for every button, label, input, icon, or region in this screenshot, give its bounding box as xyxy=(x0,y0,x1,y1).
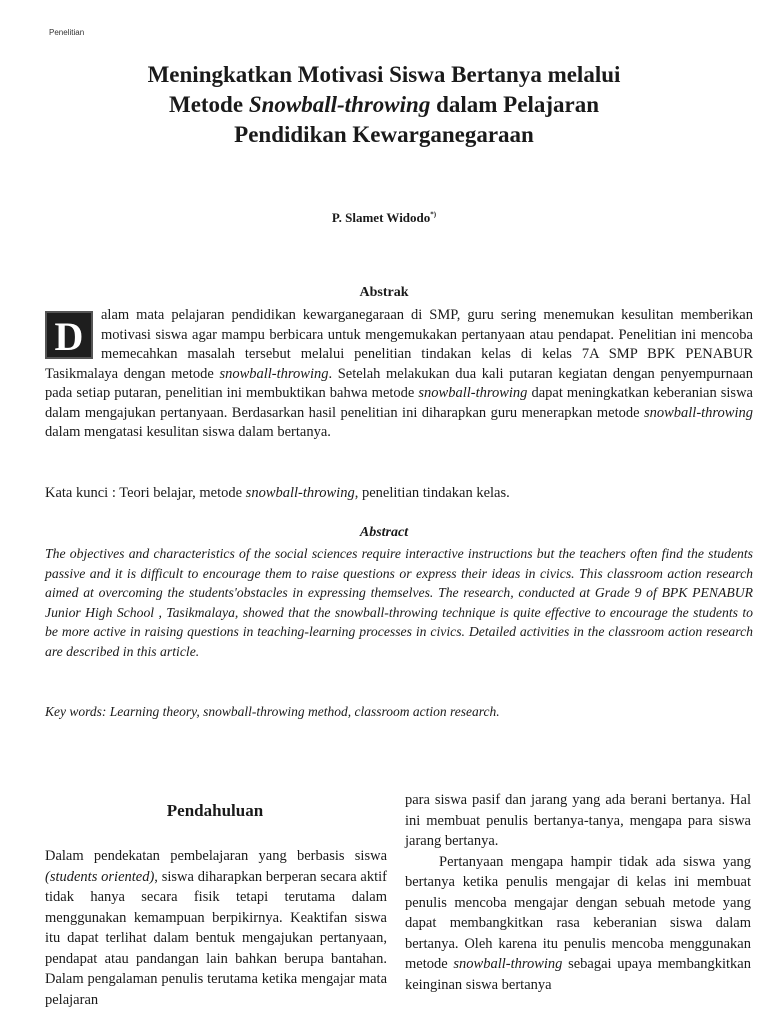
title-line-2 xyxy=(60,90,708,120)
pendahuluan-heading: Pendahuluan xyxy=(166,801,264,820)
abstrak-body xyxy=(45,306,753,443)
right-paragraph-1: para siswa pasif dan jarang yang ada berani bertanya. Hal ini membuat penulis bertanya-tanya, mengapa para siswa jarang bertanya. xyxy=(405,792,751,849)
abstrak-text-1: alam mata pelajaran pendidikan kewarganegaraan di SMP, guru sering menemukan kesulitan memberikan motivasi siswa agar mampu berbicara untuk mengemukakan pertanyaan atau pendapat. Penelitian ini mencoba memecahkan masalah tersebut melalui penelitian tindakan kelas di kelas 7A SMP BPK PENABUR Tasikmalaya dengan metode xyxy=(45,307,753,382)
right-p2-italic: snowball-throwing xyxy=(453,956,563,972)
abstrak-heading: Abstrak xyxy=(359,285,409,300)
pendahuluan-right-column xyxy=(405,790,751,995)
abstract-heading: Abstract xyxy=(359,525,409,540)
abstrak-text-2: . Setelah melakukan dua kali putaran kegiatan dengan penyempurnaan pada setiap putaran, penelitian ini membuktikan bahwa metode xyxy=(45,365,753,401)
abstrak-text-4: dalam mengatasi kesulitan siswa dalam bertanya. xyxy=(45,424,331,440)
title-line-1: Meningkatkan Motivasi Siswa Bertanya melalui xyxy=(147,62,621,87)
drop-cap: D xyxy=(45,311,93,359)
abstrak-italic-3: snowball-throwing xyxy=(643,404,753,421)
author-footnote-mark: *) xyxy=(430,210,437,219)
keywords: Key words: Learning theory, snowball-throwing method, classroom action research. xyxy=(45,704,500,719)
title-line-2-post: dalam Pelajaran xyxy=(430,92,599,117)
pendahuluan-left-column xyxy=(45,846,387,1010)
kata-kunci-italic: snowball-throwing xyxy=(245,485,355,501)
abstract-body: The objectives and characteristics of the social sciences require interactive instructions but the teachers often find the students passive and it is difficult to encourage them to raise questions or express their ideas in civics. This classroom action research aimed at overcoming the students'obstacles in expressing themselves. The research, conducted at Grade 9 of BPK PENABUR Junior High School , Tasikmalaya, showed that the snowball-throwing technique is quite effective to encourage the students to be more active in raising questions in teaching-learning processes in civics. Detailed activities in the classroom action research are described in this article. xyxy=(45,546,753,659)
author-line xyxy=(0,210,768,226)
author-name: P. Slamet Widodo xyxy=(331,210,431,225)
running-head: Penelitian xyxy=(49,28,85,37)
left-text-post: , siswa diharapkan berperan secara aktif tidak hanya secara fisik tetapi terutama dalam menggunakan kemampuan berpikirnya. Keaktifan siswa itu dapat terlihat dalam bentuk mengajukan pertanyaan, pendapat atau pandangan lain bahkan berupa bantahan. Dalam pengalaman penulis terutama ketika mengajar mata pelajaran xyxy=(45,868,387,1008)
title-line-3: Pendidikan Kewarganegaraan xyxy=(234,122,534,147)
abstrak-text-3: dapat meningkatkan keberanian siswa dalam mengajukan pertanyaan. Berdasarkan hasil penelitian ini diharapkan guru menerapkan metode xyxy=(45,385,753,421)
right-p2-post: sebagai upaya membangkitkan keinginan siswa bertanya xyxy=(405,956,751,993)
abstrak-italic-2: snowball-throwing xyxy=(418,385,528,401)
abstrak-italic-1: snowball-throwing xyxy=(219,365,329,382)
kata-kunci-post: , penelitian tindakan kelas. xyxy=(354,485,510,501)
kata-kunci xyxy=(45,485,510,502)
kata-kunci-pre: Kata kunci : Teori belajar, metode xyxy=(45,485,246,501)
left-text-italic: (students oriented) xyxy=(45,868,155,885)
title-line-2-italic: Snowball-throwing xyxy=(248,92,431,117)
title-line-2-pre: Metode xyxy=(168,92,249,117)
article-title xyxy=(60,60,708,150)
right-paragraph-2 xyxy=(405,852,751,996)
left-text-pre: Dalam pendekatan pembelajaran yang berbasis siswa xyxy=(45,848,387,864)
right-p2-pre: Pertanyaan mengapa hampir tidak ada siswa yang bertanya ketika penulis mengajar di kelas ini membuat penulis mencoba mengajar dengan sebuah metode yang dapat membangkitkan rasa keberanian siswa dalam bertanya. Oleh karena itu penulis mencoba menggunakan metode xyxy=(405,853,751,972)
